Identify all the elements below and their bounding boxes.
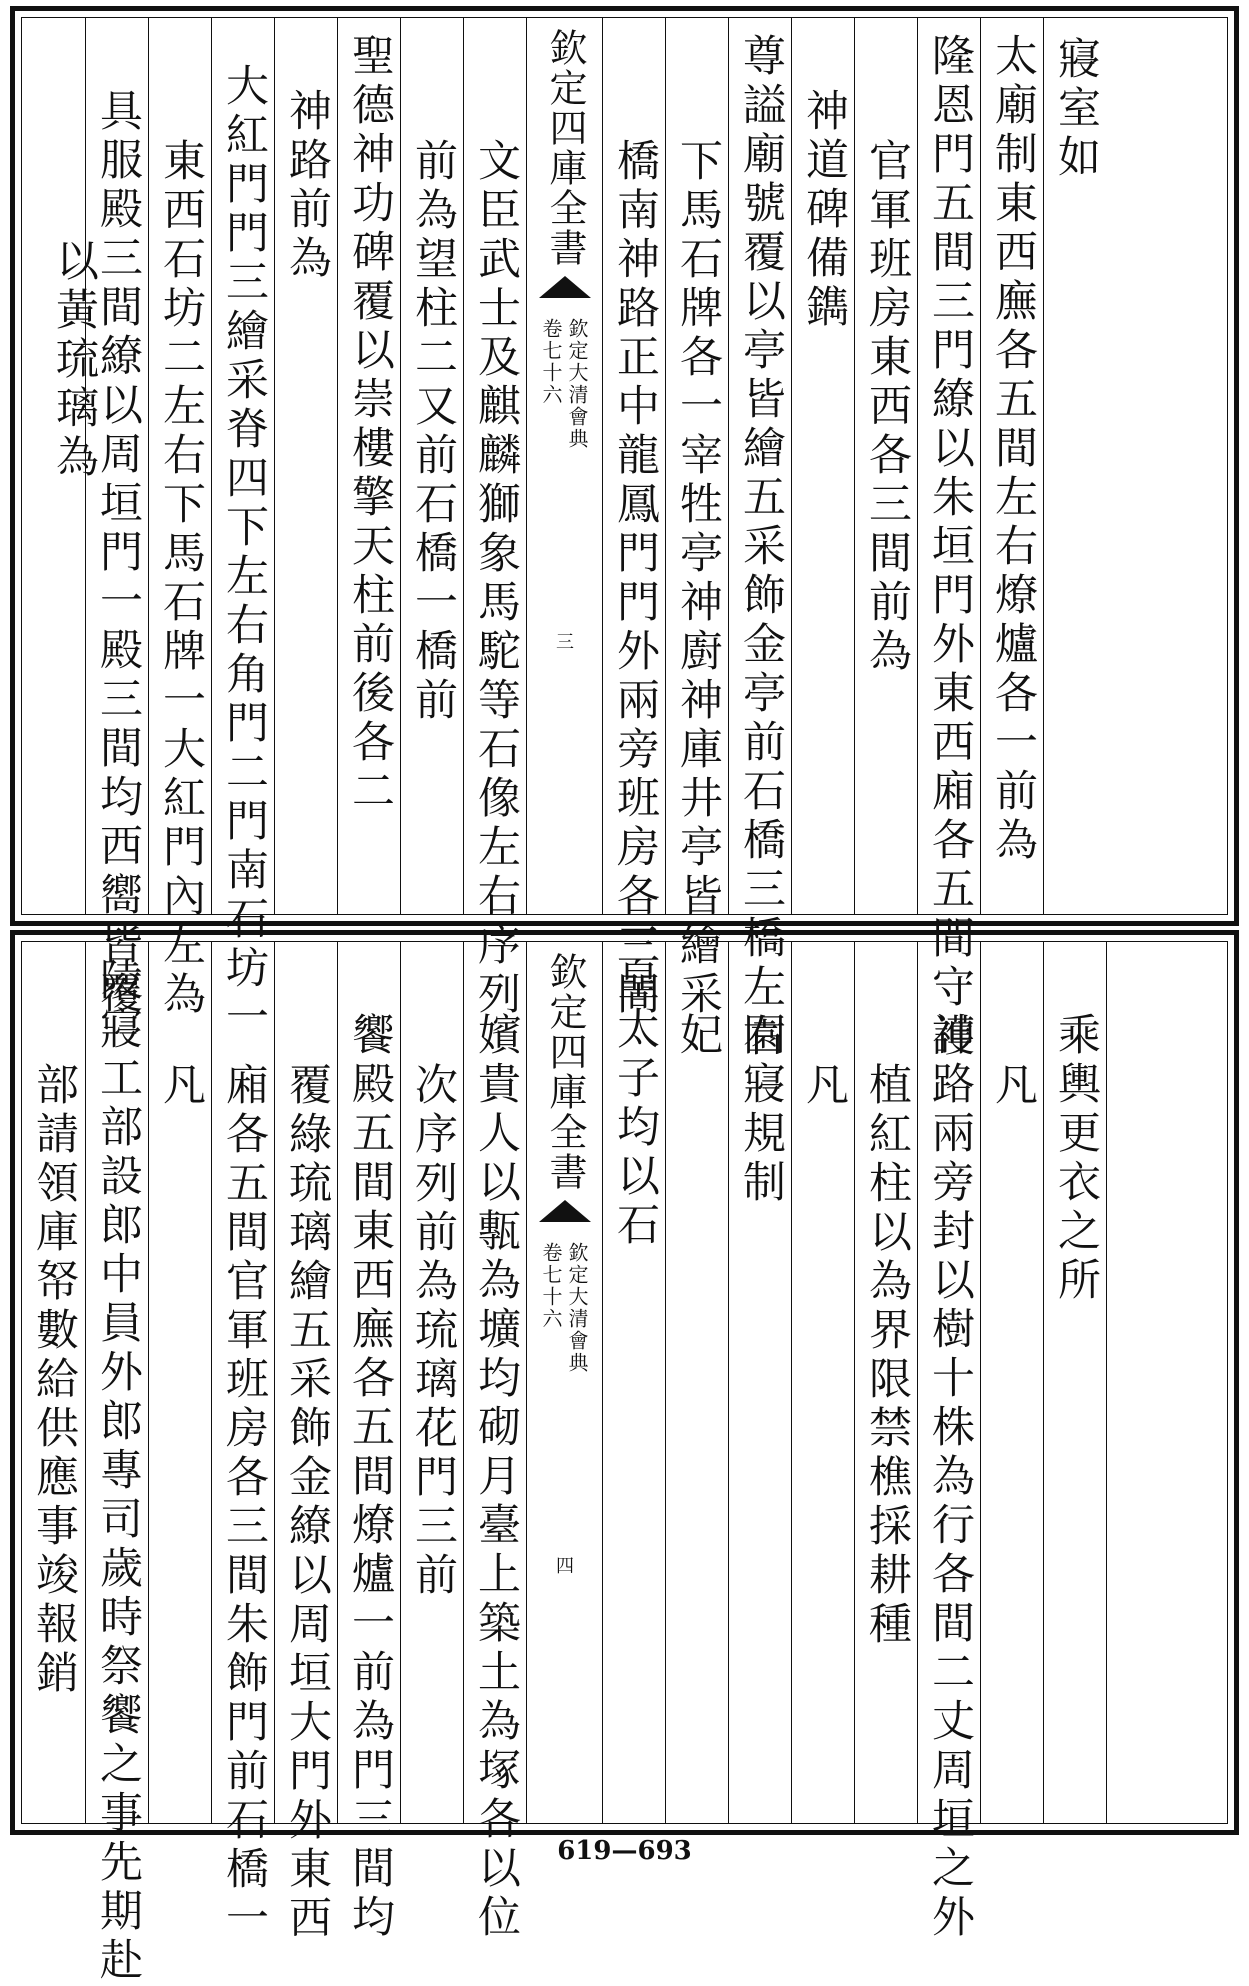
top-col-3 [917, 18, 981, 1062]
bottom-col-text: 覆綠琉璃繪五采飾金繚以周垣大門外東西 [282, 1062, 332, 1944]
top-col-text: 神道碑備鐫 [799, 88, 849, 333]
top-col-text: 前為望柱二又前石橋一橋前 [408, 138, 458, 726]
top-col-1 [1043, 18, 1107, 914]
bottom-col-13 [274, 942, 338, 1944]
top-col-text: 文臣武士及麒麟獅象馬駝等石像左右序列 [471, 138, 521, 1020]
spine-volume: 卷七十六 [539, 1242, 563, 1330]
top-col-text: 橋南神路正中龍鳳門門外兩旁班房各三間 [610, 138, 660, 1020]
top-col-text: 尊謚廟號覆以亭皆繪五采飾金亭前石橋三橋左右 [736, 33, 786, 1062]
top-col-text: 聖德神功碑覆以崇樓擎天柱前後各二 [345, 33, 395, 817]
bottom-col-14 [211, 942, 275, 1944]
spine-title: 欽定四庫全書 [543, 952, 587, 1192]
top-col-12 [337, 18, 401, 914]
bottom-col-text: 饗殿五間東西廡各五間燎爐一前為門三間均 [345, 1012, 395, 1943]
top-col-text: 官軍班房東西各三間前為 [862, 138, 912, 677]
bottom-col-5 [791, 942, 855, 1823]
bottom-col-3 [917, 942, 981, 1943]
top-col-text: 下馬石牌各一宰牲亭神廚神庫井亭皆繪采 [673, 138, 723, 1020]
top-col-text: 大紅門門三繪采脊四下左右角門二門南石坊一 [219, 63, 269, 1043]
top-col-text: 神路前為 [282, 88, 332, 284]
bottom-col-text: 乘輿更衣之所 [1051, 1012, 1101, 1306]
top-col-14 [211, 18, 275, 1043]
bottom-col-text: 神路兩旁封以樹十株為行各間二丈周垣之外 [925, 1012, 975, 1943]
bottom-col-text: 皇太子均以石 [610, 957, 660, 1251]
bottom-spine [526, 942, 603, 1823]
spine-book-title: 欽定大清會典 [565, 318, 589, 450]
bottom-col-7 [665, 942, 729, 1823]
top-col-text: 太廟制東西廡各五間左右燎爐各一前為 [988, 33, 1038, 866]
bottom-col-text: 廂各五間官軍班房各三間朱飾門前石橋一 [219, 1062, 269, 1944]
fishtail-mark-icon [539, 1200, 591, 1222]
bottom-col-0 [1106, 942, 1238, 1823]
bottom-col-4 [854, 942, 918, 1823]
top-page [10, 6, 1239, 1062]
top-col-text: 東西石坊二左右下馬石牌一大紅門內左為 [156, 138, 206, 1020]
bottom-col-text: 凡 [799, 1062, 849, 1111]
top-col-11 [400, 18, 464, 914]
bottom-col-text: 凡 [156, 1062, 206, 1111]
top-col-16 [85, 18, 149, 1019]
bottom-col-text: 部請領庫帑數給供應事竣報銷 [29, 1062, 79, 1699]
top-col-text: 以黃琉璃為 [49, 238, 99, 483]
top-col-text: 隆恩門五間三門繚以朱垣門外東西廂各五間守護 [925, 33, 975, 1062]
top-col-2 [980, 18, 1044, 914]
bottom-col-6 [728, 942, 792, 1823]
spine-title: 欽定四庫全書 [543, 28, 587, 268]
bottom-col-16 [85, 942, 149, 1986]
top-spine [526, 18, 603, 914]
bottom-col-1 [1043, 942, 1107, 1823]
top-col-5 [791, 18, 855, 914]
bottom-col-text: 妃 [673, 1012, 723, 1061]
top-col-13 [274, 18, 338, 914]
spine-page-number: 三 [556, 632, 574, 653]
bottom-col-10 [463, 942, 527, 1943]
top-col-15 [148, 18, 212, 1020]
spine-volume: 卷七十六 [539, 318, 563, 406]
bottom-col-text: 植紅柱以為界限禁樵採耕種 [862, 1062, 912, 1650]
page-code: 619—693 [557, 1836, 692, 1866]
top-col-4 [854, 18, 918, 914]
top-col-6 [728, 18, 792, 1062]
top-col-7 [665, 18, 729, 1020]
bottom-col-text: 園寢規制 [736, 1012, 786, 1208]
spine-book-title: 欽定大清會典 [565, 1242, 589, 1374]
top-col-17 [22, 18, 99, 914]
bottom-col-text: 凡 [988, 1062, 1038, 1111]
top-col-text: 寢室如 [1051, 36, 1101, 183]
bottom-col-text: 次序列前為琉璃花門三前 [408, 1062, 458, 1601]
fishtail-mark-icon [539, 276, 591, 298]
bottom-col-12 [337, 942, 401, 1943]
bottom-col-2 [980, 942, 1044, 1823]
bottom-col-11 [400, 942, 464, 1823]
bottom-col-17 [22, 942, 85, 1823]
top-col-10 [463, 18, 527, 1020]
bottom-col-8 [602, 942, 666, 1823]
top-page-frame [21, 17, 1228, 1062]
spine-page-number: 四 [556, 1556, 574, 1577]
bottom-col-text: 嬪貴人以甎為壙均砌月臺上築土為塚各以位 [471, 1012, 521, 1943]
bottom-col-text: 陵寢工部設郎中員外郎專司歲時祭饗之事先期赴 [93, 957, 143, 1986]
bottom-col-15 [148, 942, 212, 1823]
top-col-text: 具服殿三間繚以周垣門一殿三間均西嚮皆覆 [93, 88, 143, 1019]
top-col-8 [602, 18, 666, 1020]
